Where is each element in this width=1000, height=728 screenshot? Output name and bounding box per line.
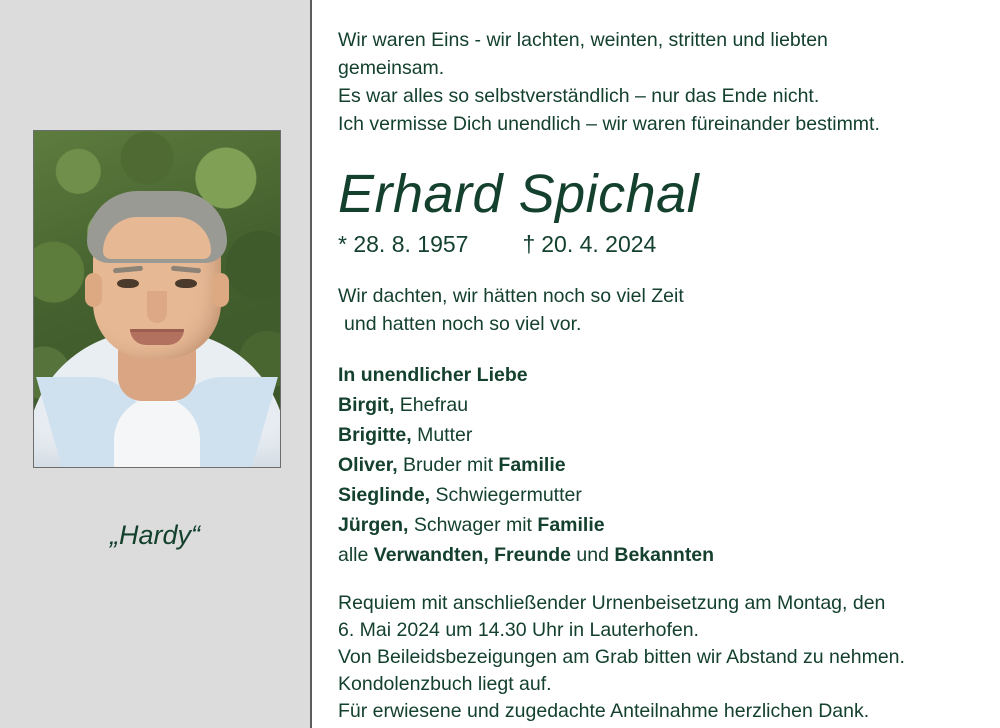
family-member-name: Sieglinde, (338, 483, 431, 506)
family-heading: In unendlicher Liebe (338, 363, 528, 386)
eyebrow-right-shape (171, 266, 201, 274)
intro-line: Wir waren Eins - wir lachten, weinten, stritten und liebten (338, 29, 828, 51)
family-member-relation: Schwager mit (408, 513, 538, 536)
asterisk-icon: * (338, 230, 347, 257)
family-final-bold-1: Verwandten, Freunde (373, 543, 571, 566)
birth-date (338, 231, 468, 258)
ear-left-shape (85, 273, 102, 307)
hair-shape (87, 191, 227, 263)
portrait-frame (33, 130, 281, 468)
eye-right-shape (175, 279, 197, 288)
family-member-name: Jürgen, (338, 513, 409, 536)
family-final-prefix: alle (338, 543, 374, 566)
family-member-name: Oliver, (338, 453, 398, 476)
cross-icon: † (522, 230, 536, 257)
thoughts-line: Wir dachten, wir hätten noch so viel Zeit (338, 284, 684, 307)
family-member-relation-bold: Familie (498, 453, 566, 476)
intro-line: Ich vermisse Dich unendlich – wir waren füreinander bestimmt. (338, 113, 880, 135)
service-details (338, 590, 978, 725)
intro-verse (338, 26, 978, 138)
service-line: 6. Mai 2024 um 14.30 Uhr in Lauterhofen. (338, 618, 699, 641)
service-line: Kondolenzbuch liegt auf. (338, 672, 552, 695)
family-member (338, 480, 978, 510)
head-shape (93, 199, 221, 359)
nose-shape (147, 291, 167, 323)
eye-left-shape (117, 279, 139, 288)
family-member (338, 450, 978, 480)
text-panel (312, 0, 1000, 728)
family-list (338, 360, 978, 570)
family-member (338, 420, 978, 450)
family-member-name: Brigitte, (338, 423, 412, 446)
mouth-shape (130, 329, 184, 345)
ear-right-shape (212, 273, 229, 307)
eyebrow-left-shape (113, 266, 143, 274)
thoughts-verse (338, 282, 978, 338)
family-final-line (338, 540, 978, 570)
family-member-relation: Bruder mit (397, 453, 499, 476)
family-member-relation: Ehefrau (394, 393, 469, 416)
intro-line: gemeinsam. (338, 57, 445, 79)
intro-line: Es war alles so selbstverständlich – nur das Ende nicht. (338, 85, 820, 107)
nickname-caption: „Hardy“ (109, 520, 200, 550)
service-line: Für erwiesene und zugedachte Anteilnahme herzlichen Dank. (338, 699, 870, 722)
family-member-relation: Schwiegermutter (430, 483, 582, 506)
family-final-bold-2: Bekannten (614, 543, 715, 566)
thoughts-line: und hatten noch so viel vor. (344, 312, 582, 335)
family-member-relation-bold: Familie (537, 513, 605, 536)
portrait-panel (0, 0, 312, 728)
family-member-relation: Mutter (411, 423, 473, 446)
portrait-photo (34, 131, 280, 467)
birth-date-value: 28. 8. 1957 (353, 230, 469, 257)
life-dates (338, 231, 978, 258)
family-member-name: Birgit, (338, 393, 395, 416)
deceased-name: Erhard Spichal (338, 164, 700, 224)
death-date (522, 231, 656, 258)
family-member (338, 390, 978, 420)
family-final-middle: und (571, 543, 615, 566)
family-member (338, 510, 978, 540)
death-date-value: 20. 4. 2024 (541, 230, 657, 257)
service-line: Requiem mit anschließender Urnenbeisetzung am Montag, den (338, 591, 886, 614)
service-line: Von Beileidsbezeigungen am Grab bitten wir Abstand zu nehmen. (338, 645, 905, 668)
